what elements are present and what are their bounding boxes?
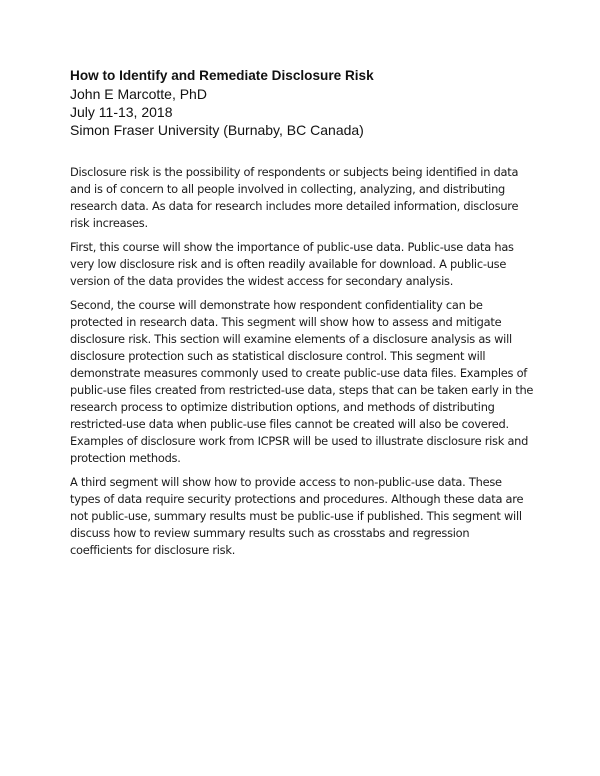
course-dates: July 11-13, 2018 [70,104,173,120]
paragraph-third-segment: A third segment will show how to provide access to non-public-use data. These types of data require security protections and procedures. Although these data are not public-use, summary results must be public-use if published. This segment will discuss how to review summary results such as crosstabs and regression coefficients for disclosure risk. [70,475,524,557]
author-name: John E Marcotte, PhD [70,86,207,102]
document-body [70,164,535,566]
course-location: Simon Fraser University (Burnaby, BC Canada) [70,122,364,138]
document-title: How to Identify and Remediate Disclosure Risk [70,68,374,83]
paragraph-second-segment: Second, the course will demonstrate how respondent confidentiality can be protected in research data. This segment will show how to assess and mitigate disclosure risk. This section will examine elements of a disclosure analysis as will disclosure protection such as statistical disclosure control. This segment will demonstrate measures commonly used to create public-use data files. Examples of public-use files created from restricted-use data, steps that can be taken early in the research process to optimize distribution options, and methods of distributing restricted-use data when public-use files cannot be created will also be covered. Examples of disclosure work from ICPSR will be used to illustrate disclosure risk and protection methods. [70,298,534,465]
paragraph-first-segment: First, this course will show the importance of public-use data. Public-use data has very low disclosure risk and is often readily available for download. A public-use version of the data provides the widest access for secondary analysis. [70,240,514,288]
document-header [70,67,540,139]
paragraph-intro: Disclosure risk is the possibility of respondents or subjects being identified in data and is of concern to all people involved in collecting, analyzing, and distributing research data. As data for research includes more detailed information, disclosure risk increases. [70,165,519,230]
